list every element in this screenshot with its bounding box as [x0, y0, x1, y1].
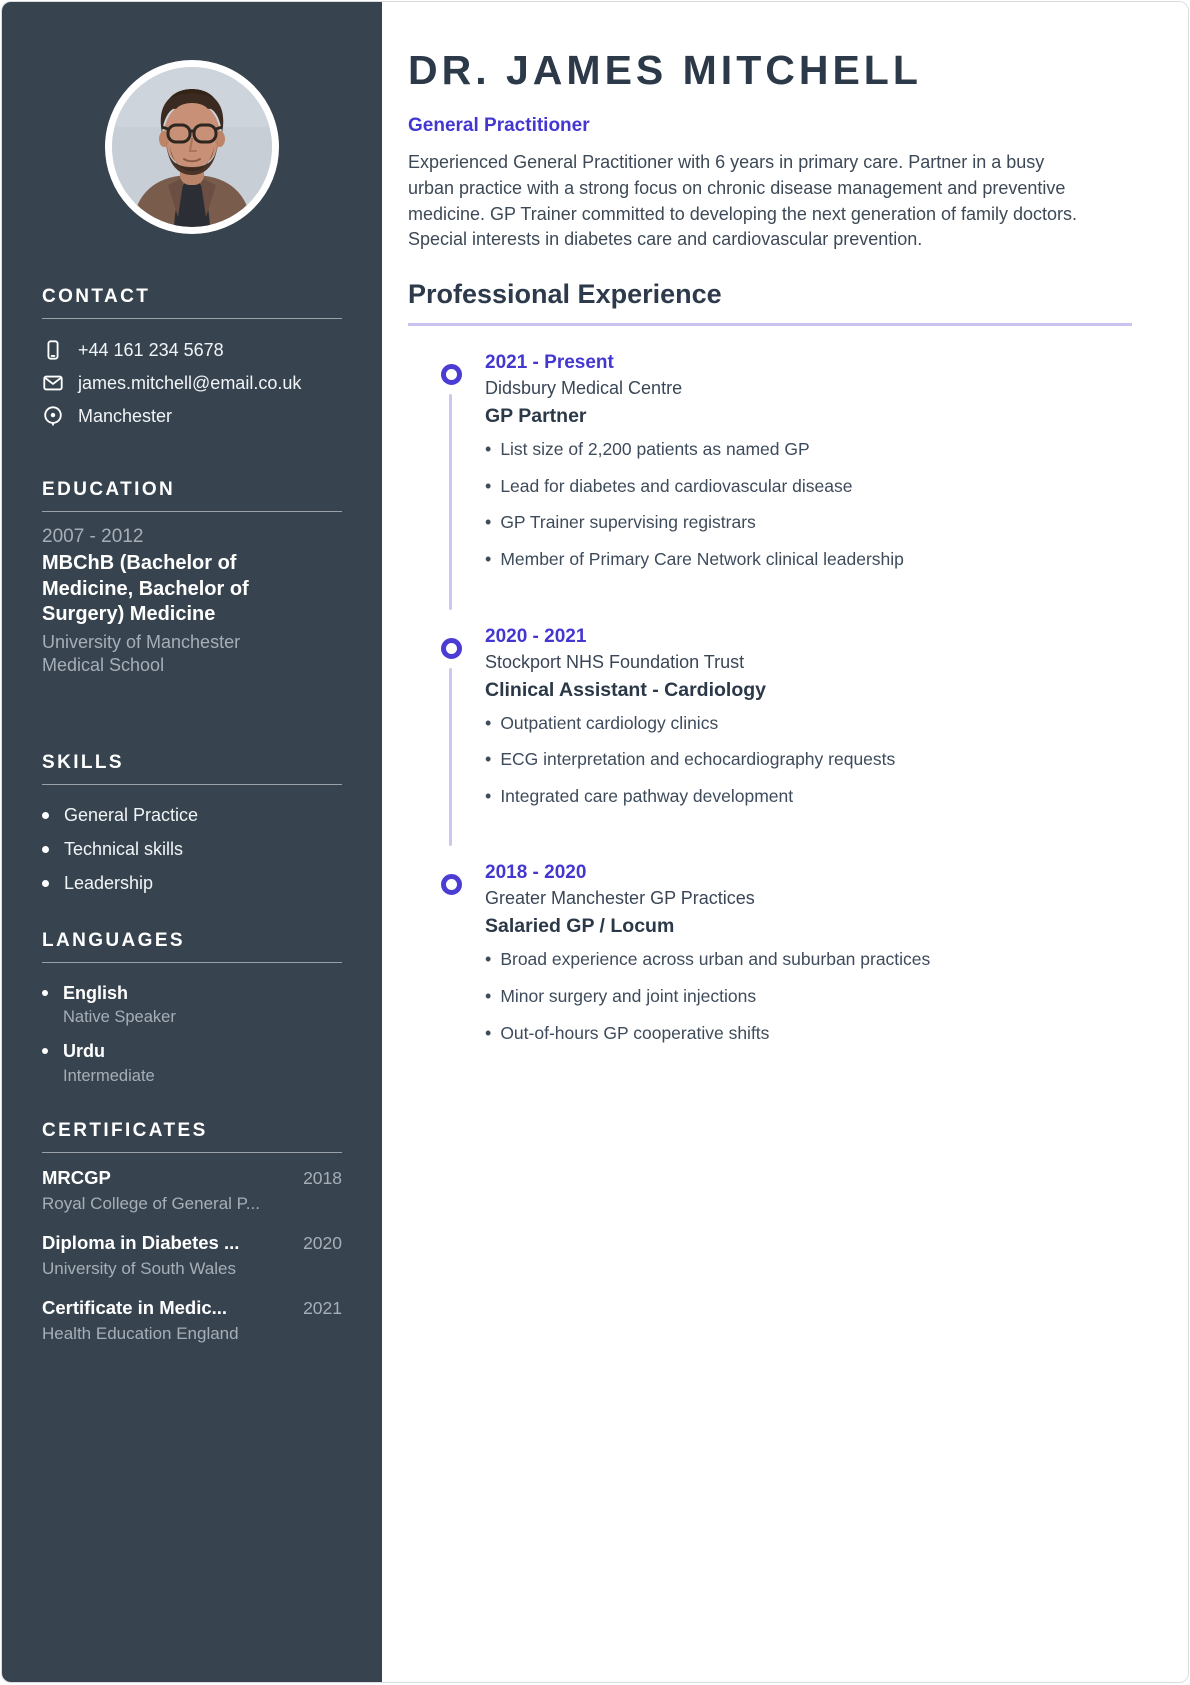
divider: [42, 318, 342, 319]
experience-entry: [485, 352, 1132, 572]
language-name: Urdu: [63, 1041, 105, 1062]
bullet-dot: [42, 1048, 48, 1054]
certificate-issuer: Royal College of General P...: [42, 1193, 260, 1213]
experience-entry: [485, 626, 1132, 809]
certificate-year: 2021: [303, 1297, 342, 1318]
timeline-marker: [441, 364, 462, 385]
entry-bullets: [485, 437, 1132, 572]
languages-heading: LANGUAGES: [42, 929, 185, 951]
entry-role: Clinical Assistant - Cardiology: [485, 678, 766, 701]
phone-icon: [42, 339, 64, 361]
skill-item: [42, 839, 342, 860]
contact-item-email: [42, 372, 342, 394]
education-section: [42, 479, 342, 678]
certificates-section: [42, 1120, 342, 1344]
resume-page: [1, 1, 1189, 1683]
contact-text: +44 161 234 5678: [78, 339, 224, 360]
contact-text: Manchester: [78, 405, 173, 426]
skills-heading: SKILLS: [42, 751, 124, 773]
entry-period: 2018 - 2020: [485, 862, 587, 884]
divider: [42, 962, 342, 963]
contact-section: [42, 286, 342, 427]
education-period: 2007 - 2012: [42, 526, 144, 547]
contact-item-phone: [42, 339, 342, 361]
certificates-heading: CERTIFICATES: [42, 1119, 208, 1141]
education-school: University of Manchester Medical School: [42, 631, 241, 676]
person-title: General Practitioner: [408, 115, 590, 137]
person-name: DR. JAMES MITCHELL: [408, 47, 922, 93]
bullet-item: • Out-of-hours GP cooperative shifts: [485, 1021, 1132, 1046]
sidebar: [2, 2, 382, 1682]
bullet-item: • List size of 2,200 patients as named GP: [485, 437, 1132, 462]
bullet-item: • Member of Primary Care Network clinical leadership: [485, 547, 1132, 572]
contact-heading: CONTACT: [42, 286, 151, 307]
bullet-item: • Outpatient cardiology clinics: [485, 711, 1132, 736]
bullet-item: • Minor surgery and joint injections: [485, 984, 1132, 1009]
skill-label: General Practice: [64, 804, 199, 825]
timeline: [408, 352, 1132, 1045]
divider: [42, 784, 342, 785]
entry-role: GP Partner: [485, 405, 587, 428]
divider: [42, 1152, 342, 1153]
skill-item: [42, 873, 342, 894]
timeline-marker: [441, 638, 462, 659]
language-name: English: [63, 982, 129, 1003]
languages-section: [42, 930, 342, 1086]
bullet-item: • Lead for diabetes and cardiovascular disease: [485, 474, 1132, 499]
mail-icon: [42, 372, 64, 394]
bullet-dot: [42, 990, 48, 996]
entry-role: Salaried GP / Locum: [485, 915, 675, 938]
bullet-item: • Broad experience across urban and suburban practices: [485, 947, 1132, 972]
language-level: Intermediate: [63, 1066, 155, 1085]
entry-company: Didsbury Medical Centre: [485, 378, 683, 399]
bullet-dot: [42, 880, 49, 887]
language-item: [42, 983, 342, 1028]
certificate-year: 2020: [303, 1232, 342, 1253]
skill-item: [42, 805, 342, 826]
entry-period: 2020 - 2021: [485, 625, 587, 647]
skill-label: Leadership: [64, 872, 154, 893]
entry-company: Greater Manchester GP Practices: [485, 888, 755, 909]
education-heading: EDUCATION: [42, 479, 176, 500]
certificate-item: [42, 1167, 342, 1214]
bullet-item: • GP Trainer supervising registrars: [485, 510, 1132, 535]
avatar: [105, 60, 279, 234]
location-icon: [42, 405, 64, 427]
certificate-name: Diploma in Diabetes ...: [42, 1231, 240, 1253]
language-level: Native Speaker: [63, 1008, 176, 1027]
certificate-issuer: Health Education England: [42, 1323, 239, 1343]
language-item: [42, 1041, 342, 1086]
timeline-marker: [441, 874, 462, 895]
education-degree: MBChB (Bachelor of Medicine, Bachelor of Surgery) Medicine: [42, 552, 249, 626]
bullet-dot: [42, 846, 49, 853]
certificate-year: 2018: [303, 1167, 342, 1188]
main-content: [382, 2, 1188, 1682]
certificate-name: MRCGP: [42, 1166, 111, 1188]
certificate-item: [42, 1232, 342, 1279]
certificate-name: Certificate in Medic...: [42, 1296, 228, 1318]
summary-text: Experienced General Practitioner with 6 years in primary care. Partner in a busy urban practice with a strong focus on chronic disease management and preventive medicine. GP Trainer committed to developing the next generation of family doctors. Special interests in diabetes care and cardiovascular prevention.: [408, 152, 1078, 250]
divider: [42, 511, 342, 512]
skill-label: Technical skills: [64, 838, 184, 859]
bullet-item: • Integrated care pathway development: [485, 784, 1132, 809]
entry-bullets: [485, 947, 1132, 1045]
bullet-item: • ECG interpretation and echocardiography requests: [485, 747, 1132, 772]
skills-section: [42, 752, 342, 894]
certificate-item: [42, 1297, 342, 1344]
bullet-dot: [42, 812, 49, 819]
entry-period: 2021 - Present: [485, 352, 614, 374]
experience-heading: Professional Experience: [408, 279, 1132, 326]
entry-bullets: [485, 711, 1132, 809]
certificate-issuer: University of South Wales: [42, 1258, 236, 1278]
contact-text: james.mitchell@email.co.uk: [78, 372, 302, 393]
experience-entry: [485, 862, 1132, 1045]
portrait-illustration: [112, 67, 272, 227]
entry-company: Stockport NHS Foundation Trust: [485, 651, 745, 672]
contact-item-location: [42, 405, 342, 427]
